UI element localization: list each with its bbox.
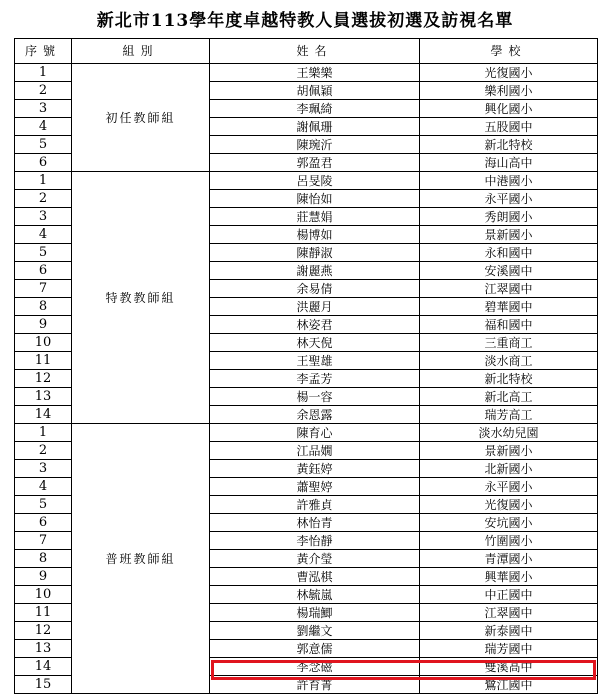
row-number: 9 [15,568,72,586]
nominee-table [14,38,598,694]
teacher-name: 余恩露 [210,406,420,424]
row-number: 8 [15,550,72,568]
row-number: 5 [15,244,72,262]
row-number: 1 [15,424,72,442]
teacher-name: 洪麗月 [210,298,420,316]
row-number: 4 [15,478,72,496]
school-name: 江翠國中 [420,604,598,622]
teacher-name: 李珮綺 [210,100,420,118]
row-number: 15 [15,676,72,694]
teacher-name: 余易倩 [210,280,420,298]
school-name: 雙溪高中 [420,658,598,676]
teacher-name: 郭盈君 [210,154,420,172]
school-name: 永和國中 [420,244,598,262]
row-number: 5 [15,496,72,514]
school-name: 淡水幼兒園 [420,424,598,442]
row-number: 3 [15,208,72,226]
row-number: 1 [15,172,72,190]
teacher-name: 林姿君 [210,316,420,334]
school-name: 興化國小 [420,100,598,118]
row-number: 4 [15,226,72,244]
teacher-name: 曹泓棋 [210,568,420,586]
teacher-name: 李念磁 [210,658,420,676]
row-number: 6 [15,262,72,280]
teacher-name: 蕭聖婷 [210,478,420,496]
school-name: 北新國小 [420,460,598,478]
school-name: 新北特校 [420,136,598,154]
school-name: 秀朗國小 [420,208,598,226]
row-number: 6 [15,154,72,172]
header-name: 姓名 [210,39,420,64]
teacher-name: 謝佩珊 [210,118,420,136]
school-name: 碧華國中 [420,298,598,316]
row-number: 2 [15,82,72,100]
teacher-name: 呂旻陵 [210,172,420,190]
teacher-name: 劉繼文 [210,622,420,640]
school-name: 安坑國小 [420,514,598,532]
row-number: 8 [15,298,72,316]
teacher-name: 胡佩穎 [210,82,420,100]
school-name: 光復國小 [420,64,598,82]
school-name: 永平國小 [420,190,598,208]
school-name: 海山高中 [420,154,598,172]
row-number: 10 [15,586,72,604]
row-number: 13 [15,388,72,406]
row-number: 10 [15,334,72,352]
school-name: 景新國小 [420,442,598,460]
row-number: 2 [15,190,72,208]
teacher-name: 林怡青 [210,514,420,532]
teacher-name: 林毓嵐 [210,586,420,604]
header-group: 組別 [72,39,210,64]
school-name: 淡水商工 [420,352,598,370]
school-name: 安溪國中 [420,262,598,280]
school-name: 永平國小 [420,478,598,496]
school-name: 興華國小 [420,568,598,586]
teacher-name: 黃介瑩 [210,550,420,568]
teacher-name: 黃鈺婷 [210,460,420,478]
teacher-name: 莊慧娟 [210,208,420,226]
school-name: 瑞芳高工 [420,406,598,424]
school-name: 竹圍國小 [420,532,598,550]
school-name: 景新國小 [420,226,598,244]
teacher-name: 楊瑞鯽 [210,604,420,622]
row-number: 3 [15,100,72,118]
teacher-name: 李怡靜 [210,532,420,550]
teacher-name: 楊博如 [210,226,420,244]
row-number: 6 [15,514,72,532]
row-number: 4 [15,118,72,136]
table-header-row [15,39,598,64]
row-number: 12 [15,622,72,640]
teacher-name: 陳育心 [210,424,420,442]
row-number: 12 [15,370,72,388]
school-name: 光復國小 [420,496,598,514]
row-number: 3 [15,460,72,478]
group-label: 特教教師組 [72,172,210,424]
teacher-name: 許雅貞 [210,496,420,514]
teacher-name: 林天倪 [210,334,420,352]
teacher-name: 陳怡如 [210,190,420,208]
row-number: 14 [15,406,72,424]
row-number: 7 [15,532,72,550]
group-label: 普班教師組 [72,424,210,694]
school-name: 中正國中 [420,586,598,604]
school-name: 福和國中 [420,316,598,334]
header-school: 學校 [420,39,598,64]
row-number: 14 [15,658,72,676]
row-number: 5 [15,136,72,154]
teacher-name: 楊一容 [210,388,420,406]
group-label: 初任教師組 [72,64,210,172]
school-name: 鷺江國中 [420,676,598,694]
teacher-name: 王樂樂 [210,64,420,82]
table-body [15,64,598,694]
table-row [15,172,598,190]
table-row [15,64,598,82]
row-number: 2 [15,442,72,460]
teacher-name: 王聖雄 [210,352,420,370]
teacher-name: 陳靜淑 [210,244,420,262]
row-number: 1 [15,64,72,82]
teacher-name: 許育菁 [210,676,420,694]
table-row [15,424,598,442]
document-title: 新北市113學年度卓越特教人員選拔初選及訪視名單 [96,11,514,31]
row-number: 11 [15,352,72,370]
school-name: 樂利國小 [420,82,598,100]
school-name: 新北高工 [420,388,598,406]
school-name: 青潭國小 [420,550,598,568]
row-number: 9 [15,316,72,334]
teacher-name: 陳琬沂 [210,136,420,154]
row-number: 13 [15,640,72,658]
teacher-name: 謝麗燕 [210,262,420,280]
school-name: 三重商工 [420,334,598,352]
header-no: 序號 [15,39,72,64]
row-number: 11 [15,604,72,622]
school-name: 瑞芳國中 [420,640,598,658]
school-name: 五股國中 [420,118,598,136]
school-name: 江翠國中 [420,280,598,298]
teacher-name: 江品嫺 [210,442,420,460]
school-name: 新泰國中 [420,622,598,640]
row-number: 7 [15,280,72,298]
teacher-name: 李孟芳 [210,370,420,388]
school-name: 中港國小 [420,172,598,190]
teacher-name: 郭意儒 [210,640,420,658]
school-name: 新北特校 [420,370,598,388]
